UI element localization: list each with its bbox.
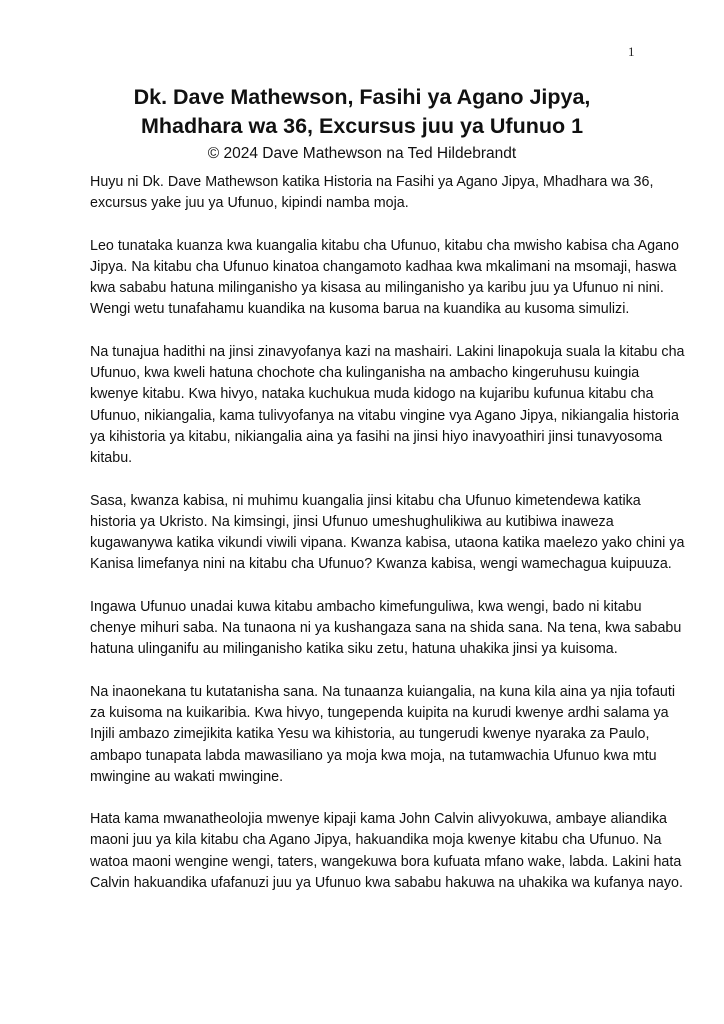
document-body bbox=[90, 172, 690, 915]
document-header bbox=[60, 83, 664, 165]
paragraph-4: Sasa, kwanza kabisa, ni muhimu kuangalia jinsi kitabu cha Ufunuo kimetendewa katika historia ya Ukristo. Na kimsingi, jinsi Ufunuo umeshughulikiwa au kutibiwa inaweza kugawanywa katika vikundi viwili vipana. Kwanza kabisa, utaona katika maelezo yako chini ya Kanisa limefanya nini na kitabu cha Ufunuo? Kwanza kabisa, wengi wamechagua kuipuuza. bbox=[90, 492, 685, 573]
document-title bbox=[60, 83, 664, 141]
paragraph-7: Hata kama mwanatheolojia mwenye kipaji kama John Calvin alivyokuwa, ambaye aliandika maoni juu ya kila kitabu cha Agano Jipya, hakuandika moja kwenye kitabu cha Ufunuo. Na watoa maoni wengine wengi, taters, wangekuwa bora kufuata mfano wake, labda. Lakini hata Calvin hakuandika ufafanuzi juu ya Ufunuo kwa sababu hakuwa na uhakika wa kufanya nayo. bbox=[90, 811, 683, 892]
paragraph-2: Leo tunataka kuanza kwa kuangalia kitabu cha Ufunuo, kitabu cha mwisho kabisa cha Agano Jipya. Na kitabu cha Ufunuo kinatoa changamoto kadhaa kwa mkalimani na msomaji, haswa kwa sababu hatuna milinganisho ya kisasa au milinganisho ya karibu juu ya Ufunuo ni nini. Wengi wetu tunafahamu kuandika na kusoma barua na kuandika au kusoma simulizi. bbox=[90, 237, 679, 318]
page-number: 1 bbox=[628, 44, 635, 59]
paragraph-5: Ingawa Ufunuo unadai kuwa kitabu ambacho kimefunguliwa, kwa wengi, bado ni kitabu chenye mihuri saba. Na tunaona ni ya kushangaza sana na shida sana. Na tena, kwa sababu hatuna ulinganifu au milinganisho katika siku zetu, hatuna uhakika jinsi ya kuisoma. bbox=[90, 598, 682, 658]
paragraph-1: Huyu ni Dk. Dave Mathewson katika Historia na Fasihi ya Agano Jipya, Mhadhara wa 36, excursus yake juu ya Ufunuo, kipindi namba moja. bbox=[90, 174, 654, 212]
title-line-2: Mhadhara wa 36, Excursus juu ya Ufunuo 1 bbox=[140, 114, 584, 138]
copyright-notice: © 2024 Dave Mathewson na Ted Hildebrandt bbox=[207, 145, 517, 162]
paragraph-3: Na tunajua hadithi na jinsi zinavyofanya kazi na mashairi. Lakini linapokuja suala la kitabu cha Ufunuo, kwa kweli hatuna chochote cha kulinganisha na ambacho kingeruhusu kuingia kwenye kitabu. Kwa hivyo, nataka kuchukua muda kidogo na kujaribu kufunua kitabu cha Ufunuo, nikiangalia, kama tulivyofanya na vitabu vingine vya Agano Jipya, nikiangalia historia ya kihistoria ya kitabu, nikiangalia aina ya fasihi na jinsi hiyo inavyoathiri jinsi tunavyosoma kitabu. bbox=[90, 343, 685, 467]
title-line-1: Dk. Dave Mathewson, Fasihi ya Agano Jipya, bbox=[133, 85, 591, 109]
paragraph-6: Na inaonekana tu kutatanisha sana. Na tunaanza kuiangalia, na kuna kila aina ya njia tofauti za kuisoma na kuikaribia. Kwa hivyo, tungependa kuipita na kurudi kwenye ardhi salama ya Injili ambazo zimejikita katika Yesu wa kihistoria, au tungerudi kwenye nyaraka za Paulo, ambapo tunapata labda mawasiliano ya moja kwa moja, na tutamwachia Ufunuo kwa mtu mwingine au wakati mwingine. bbox=[90, 683, 675, 785]
